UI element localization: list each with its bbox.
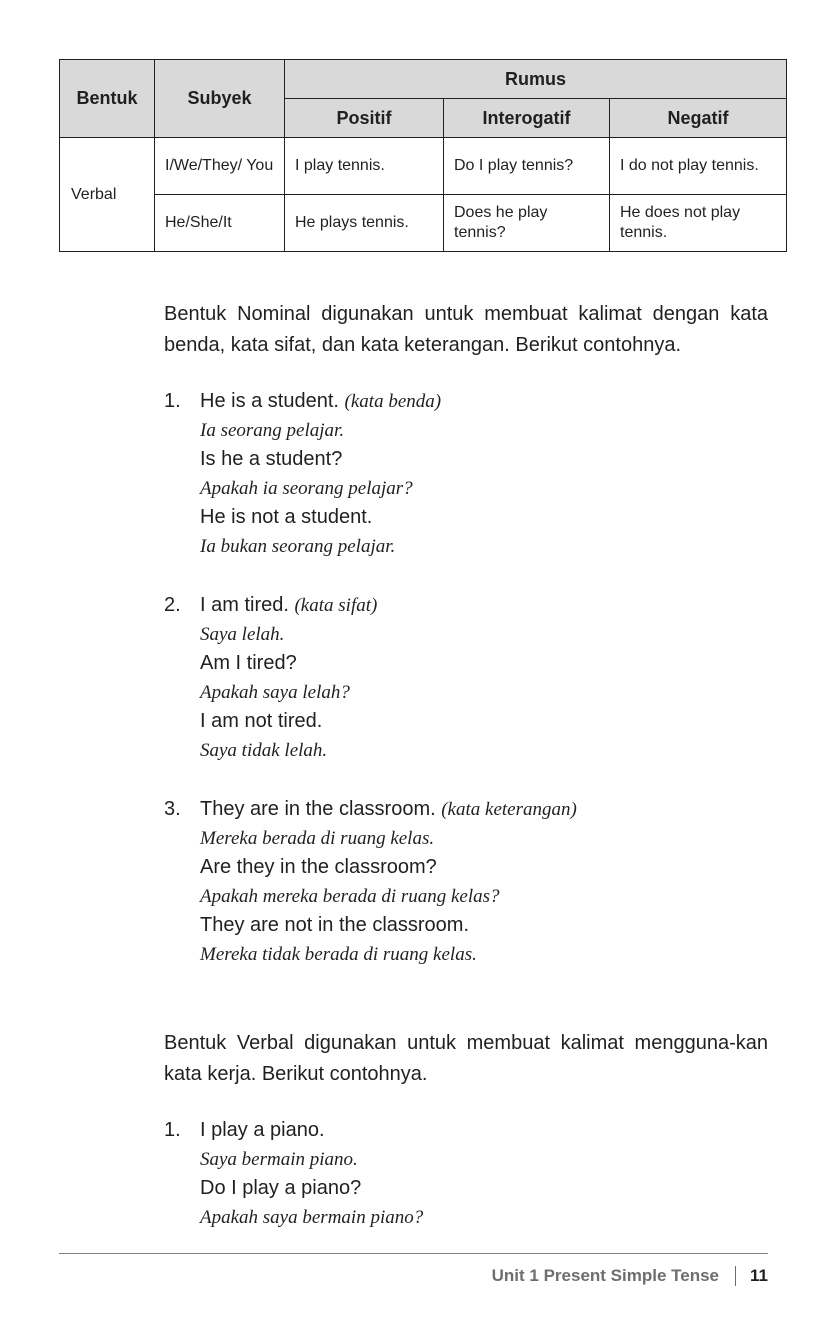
nominal-example-2	[164, 591, 768, 765]
header-rumus: Rumus	[285, 60, 787, 99]
cell-bentuk: Verbal	[60, 138, 155, 252]
page-number: 11	[750, 1266, 768, 1285]
example-negative: He is not a student.	[200, 506, 373, 528]
rumus-table	[59, 59, 787, 252]
example-negative-translation: Ia bukan seorang pelajar.	[200, 536, 396, 557]
cell-negatif: I do not play tennis.	[610, 138, 787, 195]
example-positive	[200, 795, 768, 824]
example-question: Is he a student?	[200, 448, 343, 470]
example-positive-translation: Mereka berada di ruang kelas.	[200, 828, 435, 849]
example-question-translation: Apakah saya bermain piano?	[200, 1207, 424, 1228]
nominal-section	[164, 299, 768, 361]
verbal-section	[164, 1028, 768, 1090]
example-number: 1.	[164, 1119, 181, 1141]
positive-text: I am tired.	[200, 594, 289, 616]
example-negative: I am not tired.	[200, 710, 323, 732]
example-number: 1.	[164, 390, 181, 412]
cell-interogatif: Do I play tennis?	[444, 138, 610, 195]
example-positive	[200, 591, 768, 620]
example-question: Are they in the classroom?	[200, 856, 437, 878]
example-positive-translation: Saya lelah.	[200, 624, 285, 645]
nominal-example-1	[164, 387, 768, 561]
table-header-row	[60, 60, 787, 99]
example-question-translation: Apakah ia seorang pelajar?	[200, 478, 413, 499]
example-question: Do I play a piano?	[200, 1177, 362, 1199]
example-question: Am I tired?	[200, 652, 297, 674]
example-number: 2.	[164, 594, 181, 616]
positive-text: He is a student.	[200, 390, 339, 412]
cell-interogatif: Does he play tennis?	[444, 195, 610, 252]
cell-subyek: He/She/It	[155, 195, 285, 252]
example-number: 3.	[164, 798, 181, 820]
example-negative-translation: Mereka tidak berada di ruang kelas.	[200, 944, 477, 965]
nominal-example-3	[164, 795, 768, 969]
table-row	[60, 195, 787, 252]
cell-subyek: I/We/They/ You	[155, 138, 285, 195]
header-subyek: Subyek	[155, 60, 285, 138]
header-negatif: Negatif	[610, 99, 787, 138]
example-note: (kata sifat)	[294, 595, 378, 616]
header-positif: Positif	[285, 99, 444, 138]
page-footer	[492, 1266, 768, 1286]
verbal-intro: Bentuk Verbal digunakan untuk membuat kalimat mengguna-kan kata kerja. Berikut contohnya.	[164, 1032, 768, 1085]
example-positive-translation: Ia seorang pelajar.	[200, 420, 345, 441]
list-item	[164, 591, 768, 765]
example-positive-translation: Saya bermain piano.	[200, 1149, 358, 1170]
example-negative: They are not in the classroom.	[200, 914, 470, 936]
header-interogatif: Interogatif	[444, 99, 610, 138]
footer-separator	[735, 1266, 736, 1286]
cell-negatif: He does not play tennis.	[610, 195, 787, 252]
table-row	[60, 138, 787, 195]
example-note: (kata benda)	[344, 391, 442, 412]
positive-text: They are in the classroom.	[200, 798, 436, 820]
footer-chapter: Unit 1 Present Simple Tense	[491, 1266, 720, 1285]
example-positive: I play a piano.	[200, 1119, 325, 1141]
example-negative-translation: Saya tidak lelah.	[200, 740, 328, 761]
example-positive	[200, 387, 768, 416]
example-question-translation: Apakah saya lelah?	[200, 682, 350, 703]
list-item	[164, 1116, 768, 1232]
cell-positif: I play tennis.	[285, 138, 444, 195]
nominal-intro: Bentuk Nominal digunakan untuk membuat kalimat dengan kata benda, kata sifat, dan kata keterangan. Berikut contohnya.	[164, 303, 768, 356]
list-item	[164, 795, 768, 969]
example-note: (kata keterangan)	[441, 799, 577, 820]
header-bentuk: Bentuk	[60, 60, 155, 138]
example-question-translation: Apakah mereka berada di ruang kelas?	[200, 886, 500, 907]
list-item	[164, 387, 768, 561]
footer-divider	[59, 1253, 768, 1254]
cell-positif: He plays tennis.	[285, 195, 444, 252]
verbal-example-1	[164, 1116, 768, 1232]
